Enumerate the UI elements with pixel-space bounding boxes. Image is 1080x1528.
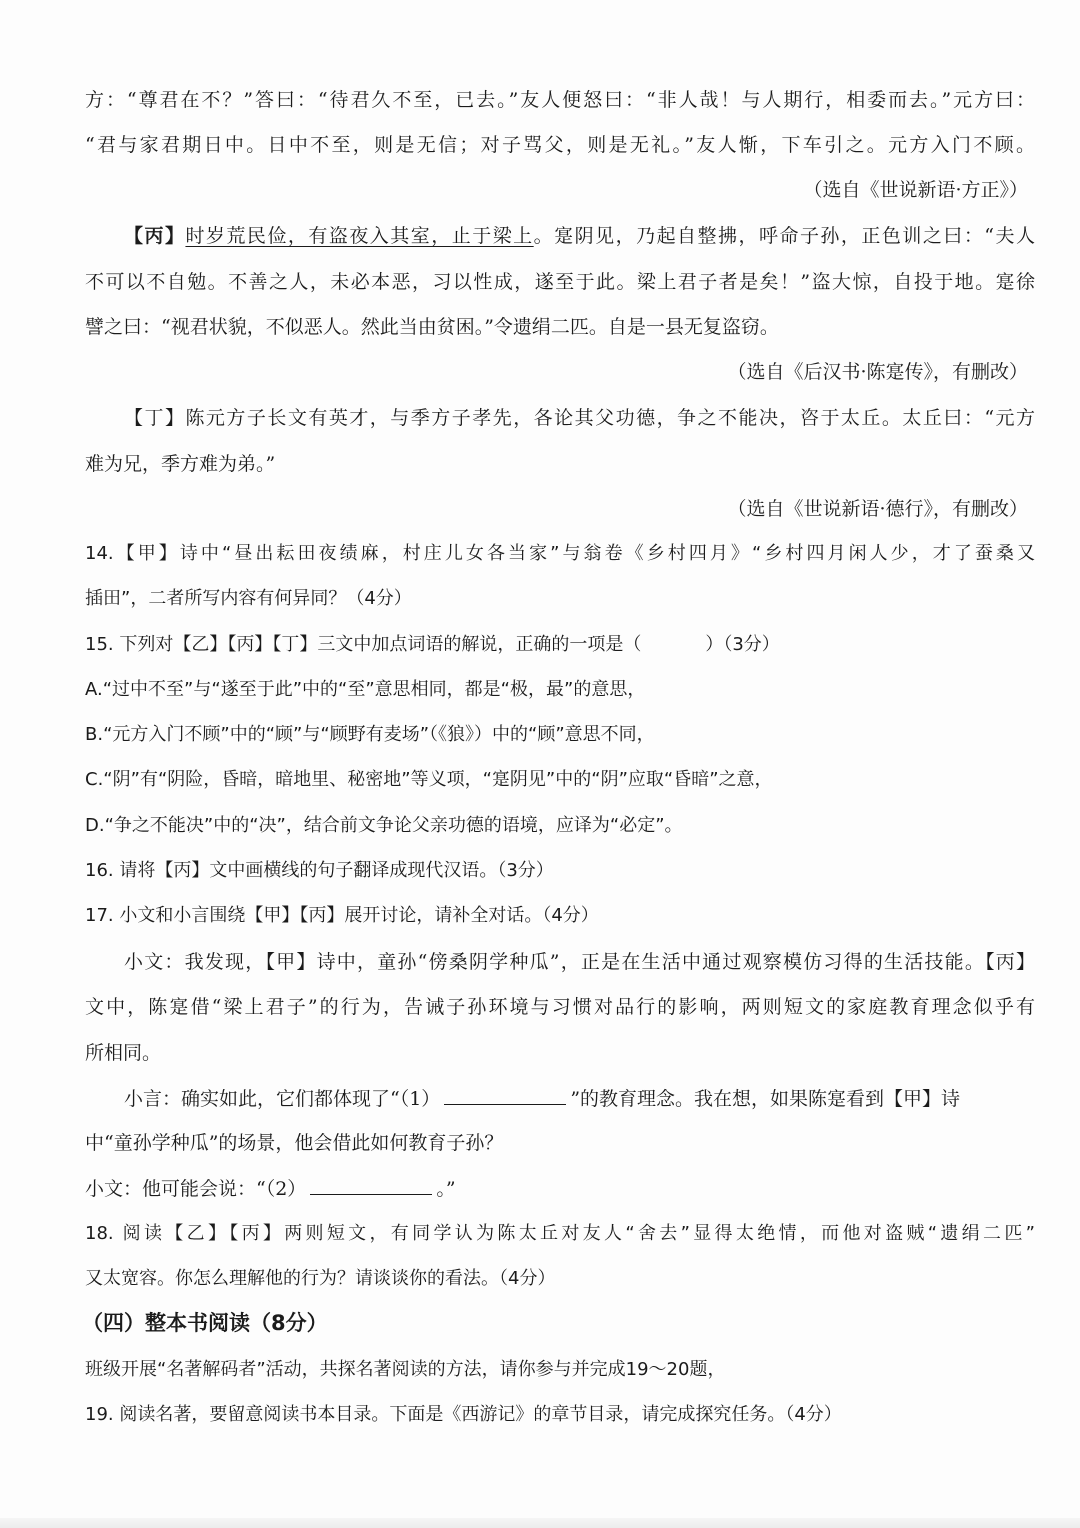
question-18-line-1: 18. 阅读【乙】【丙】两则短文，有同学认为陈太丘对友人“舍去”显得太绝情，而他对盗贼“遗绢二匹” (85, 1223, 1035, 1244)
xiaoyan-line-1-start: 小言：确实如此，它们都体现了“（1） (124, 1088, 441, 1110)
question-15-stem (85, 631, 1035, 659)
yi-line-2: “君与家君期日中。日中不至，则是无信；对子骂父，则是无礼。”友人惭，下车引之。元方入门不顾。 (85, 134, 1035, 156)
option-b: B.“元方入门不顾”中的“顾”与“顾野有麦场”（《狼》）中的“顾”意思不同， (85, 724, 655, 745)
yi-source: （选自《世说新语·方正》） (803, 179, 1028, 201)
option-c: C.“阴”有“阴险，昏暗，暗地里、秘密地”等义项，“寔阴见”中的“阴”应取“昏暗”之意， (85, 769, 773, 790)
bing-line-3: 譬之曰：“视君状貌，不似恶人。然此当由贫困。”令遗绢二匹。自是一县无复盗窃。 (85, 316, 779, 338)
question-18-line-2: 又太宽容。你怎么理解他的行为？请谈谈你的看法。（4分） (85, 1268, 556, 1289)
bing-source: （选自《后汉书·陈寔传》，有删改） (727, 361, 1028, 383)
xiaoyan-line-1 (124, 1084, 1035, 1113)
answer-blank-2[interactable] (310, 1174, 432, 1195)
bing-label: 【丙】 (124, 225, 186, 247)
question-17-stem: 17. 小文和小言围绕【甲】【丙】展开讨论，请补全对话。（4分） (85, 905, 599, 926)
ding-line-2: 难为兄，季方难为弟。” (85, 453, 276, 475)
xiaowen-reply-start: 小文：他可能会说：“（2） (85, 1178, 307, 1200)
bing-line-2: 不可以不自勉。不善之人，未必本恶，习以性成，遂至于此。梁上君子者是矣！”盗大惊，自投于地。寔徐 (85, 271, 1035, 293)
bing-line-1-rest: 。寔阴见，乃起自整拂，呼命子孙，正色训之曰：“夫人 (533, 225, 1035, 247)
question-14-line-2: 插田”，二者所写内容有何异同？（4分） (85, 588, 412, 609)
bing-underlined-sentence: 时岁荒民俭，有盗夜入其室，止于梁上 (185, 225, 534, 247)
xiaoyan-line-2: 中“童孙学种瓜”的场景，他会借此如何教育子孙？ (85, 1132, 504, 1154)
question-14-line-1: 14.【甲】诗中“昼出耘田夜绩麻，村庄儿女各当家”与翁卷《乡村四月》“乡村四月闲人少，才了蚕桑又 (85, 543, 1035, 564)
question-16: 16. 请将【丙】文中画横线的句子翻译成现代汉语。（3分） (85, 860, 554, 881)
section-4-intro: 班级开展“名著解码者”活动，共探名著阅读的方法，请你参与并完成19～20题， (85, 1359, 726, 1380)
option-d: D.“争之不能决”中的“决”，结合前文争论父亲功德的语境，应译为“必定”。 (85, 815, 683, 836)
section-4-heading: （四）整本书阅读（8分） (82, 1311, 328, 1335)
xiaowen-reply (85, 1174, 1035, 1203)
xiaowen-line-3: 所相同。 (85, 1042, 162, 1064)
question-15-score: ）（3分） (705, 634, 780, 655)
question-15-stem-text: 15. 下列对【乙】【丙】【丁】三文中加点词语的解说，正确的一项是（ (85, 634, 642, 655)
xiaoyan-line-1-end: ”的教育理念。我在想，如果陈寔看到【甲】诗 (570, 1088, 961, 1110)
xiaowen-reply-end: 。” (436, 1178, 456, 1200)
ding-source: （选自《世说新语·德行》，有删改） (727, 498, 1028, 520)
page-bottom-edge (0, 1518, 1080, 1528)
bing-line-1 (124, 222, 1035, 250)
ding-line-1: 【丁】陈元方子长文有英才，与季方子孝先，各论其父功德，争之不能决，咨于太丘。太丘曰：“元方 (124, 407, 1035, 429)
question-19: 19. 阅读名著，要留意阅读书本目录。下面是《西游记》的章节目录，请完成探究任务。（4分） (85, 1404, 842, 1425)
option-a: A.“过中不至”与“遂至于此”中的“至”意思相同，都是“极，最”的意思， (85, 679, 646, 700)
yi-line-1: 方：“尊君在不？”答曰：“待君久不至，已去。”友人便怒曰：“非人哉！与人期行，相委而去。”元方曰： (85, 89, 1035, 111)
xiaowen-line-2: 文中，陈寔借“梁上君子”的行为，告诫子孙环境与习惯对品行的影响，两则短文的家庭教育理念似乎有 (85, 996, 1035, 1018)
answer-blank-1[interactable] (444, 1084, 566, 1105)
xiaowen-line-1: 小文：我发现，【甲】诗中，童孙“傍桑阴学种瓜”，正是在生活中通过观察模仿习得的生活技能。【丙】 (124, 951, 1035, 973)
